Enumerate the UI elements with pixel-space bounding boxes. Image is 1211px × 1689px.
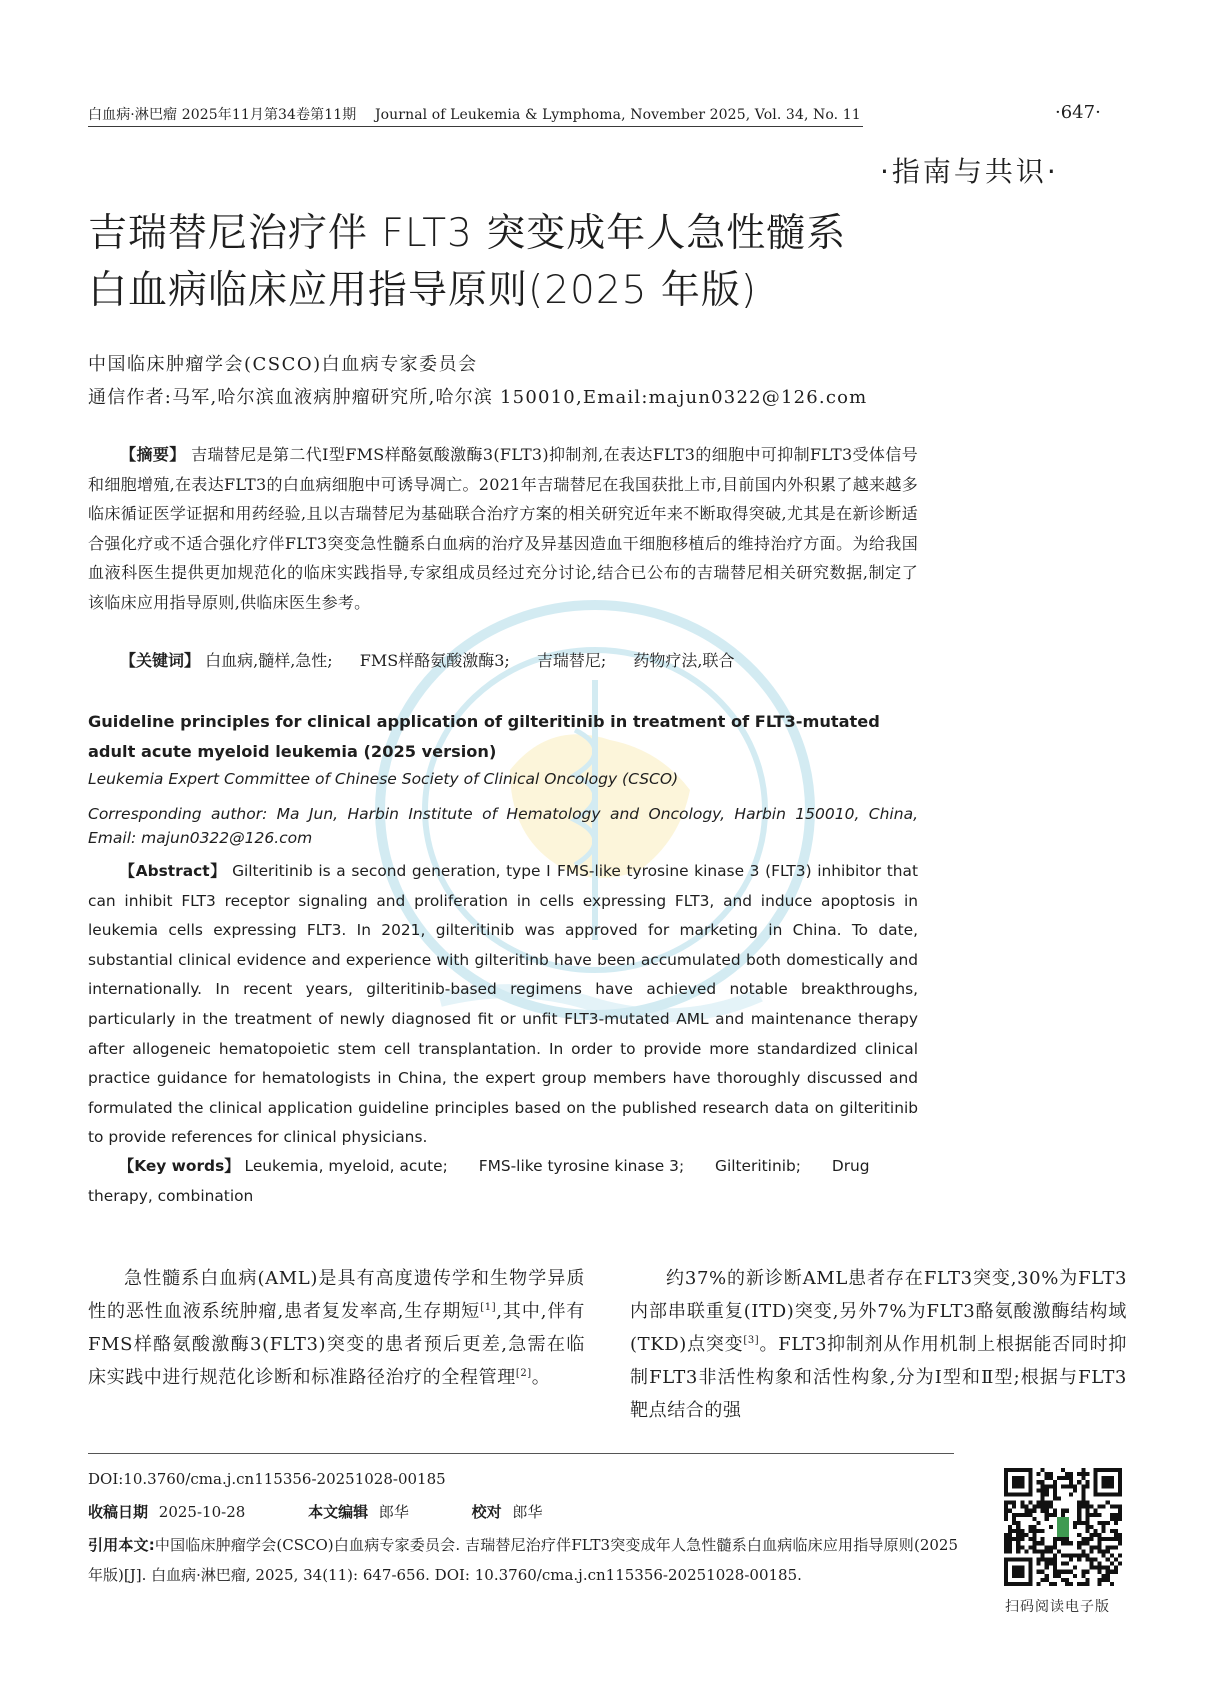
keywords-en	[88, 1152, 918, 1211]
cite-text: 中国临床肿瘤学会(CSCO)白血病专家委员会. 吉瑞替尼治疗伴FLT3突变成年人急性髓系白血病临床应用指导原则(2025年版)[J]. 白血病·淋巴瘤, 2025, 34(11): 647-656. DOI: 10.3760/cma.j.cn115356-20251028-00185.	[88, 1536, 958, 1584]
keyword-en: FMS-like tyrosine kinase 3;	[478, 1157, 685, 1175]
keyword-en: Leukemia, myeloid, acute;	[244, 1157, 448, 1175]
abstract-cn	[88, 440, 918, 617]
citation-ref[interactable]: [2]	[515, 1368, 532, 1379]
keyword-cn: FMS样酪氨酸激酶3;	[359, 651, 510, 670]
body-column-right	[630, 1262, 1127, 1427]
doi[interactable]: DOI:10.3760/cma.j.cn115356-20251028-00185	[88, 1470, 446, 1488]
keyword-en: Drug therapy, combination	[88, 1157, 870, 1205]
abstract-en-label: 【Abstract】	[118, 862, 227, 880]
body-text: 急性髓系白血病(AML)是具有高度遗传学和生物学异质性的恶性血液系统肿瘤,患者复发率高,生存期短	[88, 1268, 585, 1322]
keyword-cn: 白血病,髓样,急性;	[205, 651, 333, 670]
body-text: 约37%的新诊断AML患者存在FLT3突变,30%为FLT3内部串联重复(ITD)突变,另外7%为FLT3酪氨酸激酶结构域(TKD)点突变	[630, 1268, 1127, 1355]
page-number: ·647·	[1055, 102, 1101, 123]
citation-ref[interactable]: [3]	[743, 1335, 760, 1346]
keyword-cn: 药物疗法,联合	[633, 651, 735, 670]
cite-label: 引用本文:	[88, 1536, 155, 1554]
corresponding-author-cn: 通信作者:马军,哈尔滨血液病肿瘤研究所,哈尔滨 150010,Email:majun0322@126.com	[88, 387, 868, 408]
title-line-2: 白血病临床应用指导原则(2025 年版)	[88, 268, 758, 313]
author-en: Leukemia Expert Committee of Chinese Society of Clinical Oncology (CSCO)	[88, 770, 679, 788]
abstract-cn-text: 吉瑞替尼是第二代Ⅰ型FMS样酪氨酸激酶3(FLT3)抑制剂,在表达FLT3的细胞中可抑制FLT3受体信号和细胞增殖,在表达FLT3的白血病细胞中可诱导凋亡。2021年吉瑞替尼在我国获批上市,目前国内外积累了越来越多临床循证医学证据和用药经验,且以吉瑞替尼为基础联合治疗方案的相关研究近年来不断取得突破,尤其是在新诊断适合强化疗或不适合强化疗伴FLT3突变急性髓系白血病的治疗及异基因造血干细胞移植后的维持治疗方面。为给我国血液科医生提供更加规范化的临床实践指导,专家组成员经过充分讨论,结合已公布的吉瑞替尼相关研究数据,制定了该临床应用指导原则,供临床医生参考。	[88, 445, 918, 612]
citation-ref[interactable]: [1]	[480, 1302, 497, 1313]
footer-divider	[88, 1453, 954, 1454]
keywords-en-label: 【Key words】	[118, 1157, 240, 1175]
running-header	[88, 104, 863, 127]
journal-name-cn: 白血病·淋巴瘤 2025年11月第34卷第11期	[88, 107, 357, 123]
body-text: ,其中,伴有FMS样酪氨酸激酶3(FLT3)突变的患者预后更差,急需在临床实践中进行规范化诊断和标准路径治疗的全程管理	[88, 1301, 585, 1388]
title-line-1: 吉瑞替尼治疗伴 FLT3 突变成年人急性髓系	[88, 211, 847, 256]
body-paragraph	[88, 1262, 585, 1394]
editor-name: 郎华	[378, 1503, 409, 1521]
editor-label: 本文编辑	[308, 1503, 369, 1521]
article-title-en: Guideline principles for clinical application of gilteritinib in treatment of FLT3-mutated adult acute myeloid leukemia (2025 version)	[88, 712, 880, 761]
proofreader-label: 校对	[471, 1503, 502, 1521]
body-text: 。	[531, 1367, 551, 1388]
proofreader-name: 郎华	[512, 1503, 543, 1521]
body-paragraph	[630, 1262, 1127, 1427]
email-en: Email: majun0322@126.com	[88, 829, 313, 847]
keyword-cn: 吉瑞替尼;	[536, 651, 607, 670]
article-title-cn	[88, 205, 948, 319]
citation-info	[88, 1530, 958, 1590]
abstract-en-text: Gilteritinib is a second generation, type Ⅰ FMS-like tyrosine kinase 3 (FLT3) inhibitor that can inhibit FLT3 receptor signaling and proliferation in cells expressing FLT3, and induce apoptosis in leukemia cells expressing FLT3. In 2021, gilteritinib was approved for marketing in China. To date, substantial clinical evidence and experience with gilteritinb have been accumulated both domestically and internationally. In recent years, gilteritinib-based regimens have achieved notable breakthroughs, particularly in the treatment of newly diagnosed fit or unfit FLT3-mutated AML and maintenance therapy after allogeneic hematopoietic stem cell transplantation. In order to provide more standardized clinical practice guidance for hematologists in China, the expert group members have thoroughly discussed and formulated the clinical application guideline principles based on the published research data on gilteritinib to provide references for clinical physicians.	[88, 862, 918, 1147]
corresponding-author-en: Corresponding author: Ma Jun, Harbin Institute of Hematology and Oncology, Harbin 150010, China,	[88, 805, 918, 823]
qr-code[interactable]	[1004, 1468, 1122, 1586]
received-date: 2025-10-28	[158, 1503, 246, 1521]
body-column-left	[88, 1262, 585, 1394]
received-label: 收稿日期	[88, 1503, 149, 1521]
column-label: ·指南与共识·	[880, 155, 1059, 188]
journal-name-en: Journal of Leukemia & Lymphoma, November 2025, Vol. 34, No. 11	[374, 107, 861, 123]
author-cn: 中国临床肿瘤学会(CSCO)白血病专家委员会	[88, 354, 478, 375]
qr-caption: 扫码阅读电子版	[1005, 1599, 1110, 1615]
abstract-en	[88, 857, 918, 1153]
abstract-cn-label: 【摘要】	[120, 445, 186, 464]
keywords-cn-label: 【关键词】	[120, 651, 201, 670]
keyword-en: Gilteritinib;	[715, 1157, 801, 1175]
body-text: 。FLT3抑制剂从作用机制上根据能否同时抑制FLT3非活性构象和活性构象,分为Ⅰ型和Ⅱ型;根据与FLT3靶点结合的强	[630, 1334, 1127, 1421]
article-meta	[88, 1501, 548, 1522]
keywords-cn	[88, 648, 918, 671]
